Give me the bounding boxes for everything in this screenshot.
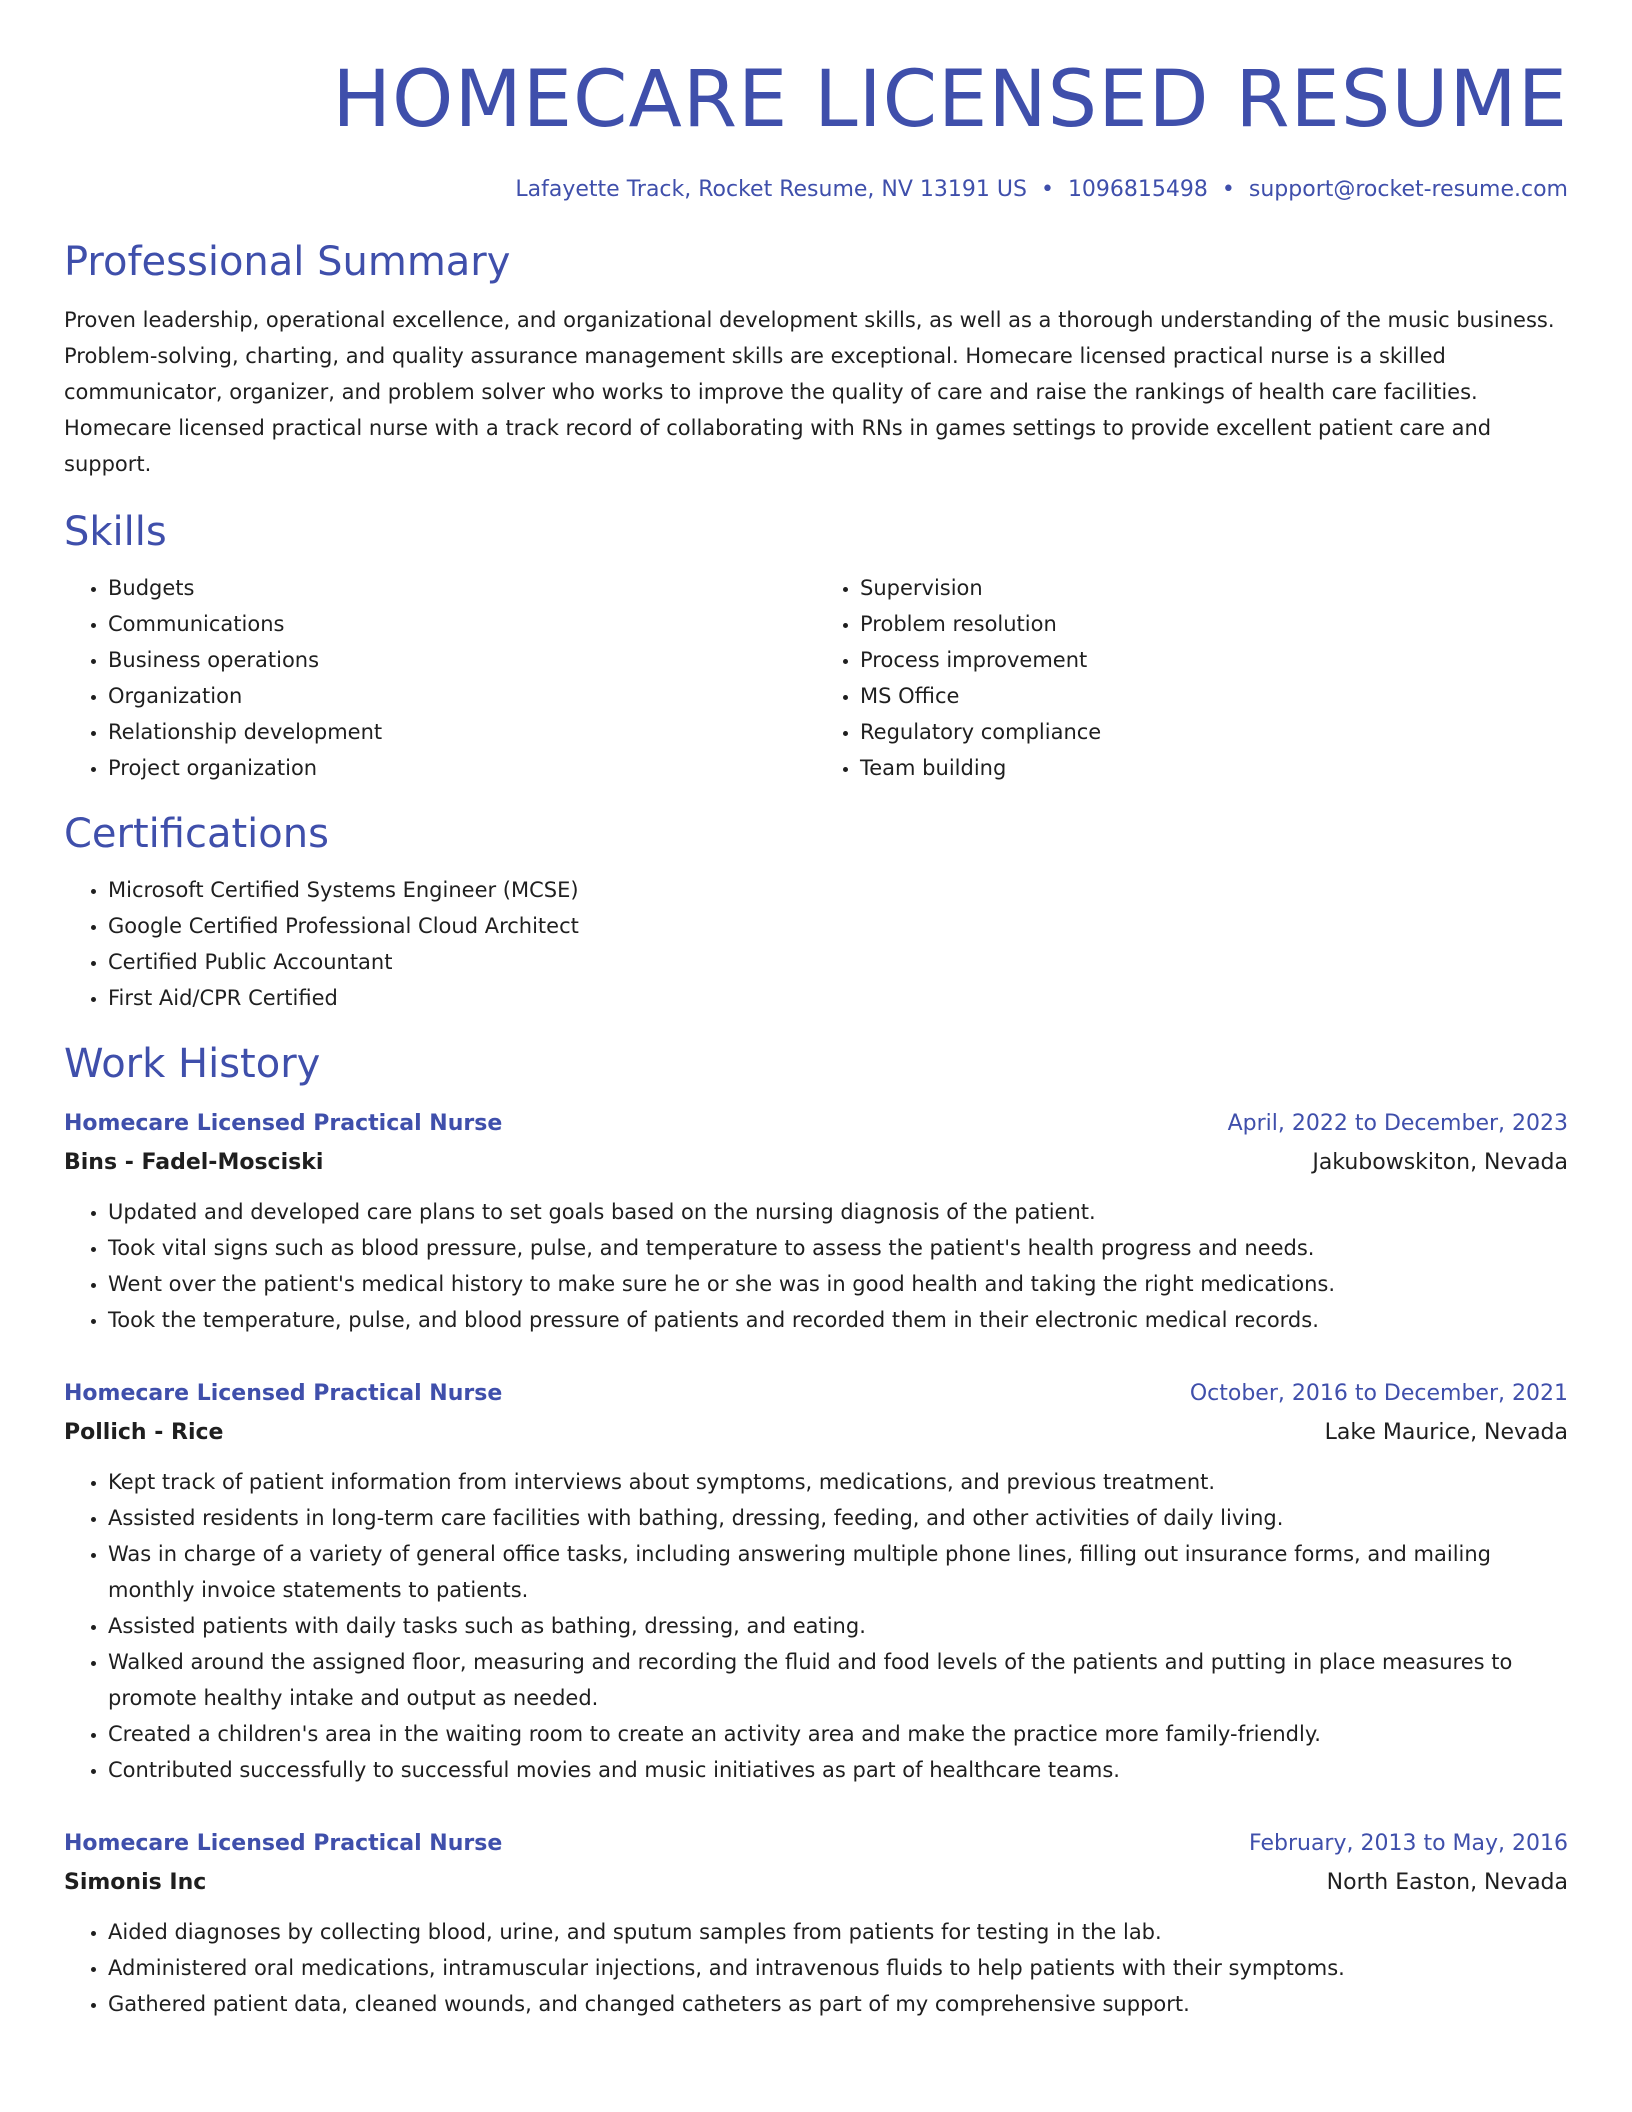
resume-header [64,0,1568,206]
job-title-row [64,1104,1568,1144]
job-entry [64,1374,1568,1788]
job-company-row [64,1144,1568,1182]
job-bullet: • Walked around the assigned floor, measuring and recording the fluid and food levels of the patients and putting in place measures to promote healthy intake and output as needed. [108,1644,1568,1716]
skill-item: • MS Office [860,678,1568,714]
job-location: North Easton, Nevada [1326,1870,1568,1895]
skill-item: • Relationship development [108,714,816,750]
skill-item: • Team building [860,750,1568,786]
contact-line [64,174,1568,206]
contact-separator: • [1221,177,1235,202]
job-bullet: • Created a children's area in the waiting room to create an activity area and make the practice more family-friendly. [108,1716,1568,1752]
contact-address: Lafayette Track, Rocket Resume, NV 13191 US [515,177,1027,202]
certification-item: • Google Certified Professional Cloud Architect [108,908,1568,944]
certification-item: • Microsoft Certified Systems Engineer (MCSE) [108,872,1568,908]
job-bullet: • Was in charge of a variety of general office tasks, including answering multiple phone lines, filling out insurance forms, and mailing monthly invoice statements to patients. [108,1536,1568,1608]
summary-section [64,236,1568,482]
job-bullet: • Took vital signs such as blood pressure, pulse, and temperature to assess the patient's health progress and needs. [108,1230,1568,1266]
job-location: Lake Maurice, Nevada [1324,1420,1568,1445]
job-entry [64,1824,1568,2022]
certification-item: • First Aid/CPR Certified [108,980,1568,1016]
skill-item: • Project organization [108,750,816,786]
skills-columns [64,570,1568,786]
job-bullet: • Went over the patient's medical history to make sure he or she was in good health and taking the right medications. [108,1266,1568,1302]
job-bullet: • Contributed successfully to successful movies and music initiatives as part of healthcare teams. [108,1752,1568,1788]
skills-list-left [64,570,816,786]
job-bullet: • Gathered patient data, cleaned wounds, and changed catheters as part of my comprehensive support. [108,1986,1568,2022]
work-history-heading: Work History [64,1041,321,1087]
contact-phone: 1096815498 [1067,177,1208,202]
job-bullet: • Took the temperature, pulse, and blood pressure of patients and recorded them in their electronic medical records. [108,1302,1568,1338]
skills-heading: Skills [64,509,167,555]
skills-section [64,506,1568,786]
job-bullet: • Assisted patients with daily tasks such as bathing, dressing, and eating. [108,1608,1568,1644]
job-bullet: • Updated and developed care plans to set goals based on the nursing diagnosis of the patient. [108,1194,1568,1230]
skill-item: • Problem resolution [860,606,1568,642]
job-bullets [64,1914,1568,2022]
certifications-heading: Certifications [64,811,329,857]
job-bullet: • Kept track of patient information from interviews about symptoms, medications, and previous treatment. [108,1464,1568,1500]
contact-email[interactable]: support@rocket-resume.com [1248,177,1568,202]
contact-separator: • [1040,177,1054,202]
certifications-section [64,808,1568,1016]
job-company: Simonis Inc [64,1870,207,1895]
job-bullets [64,1194,1568,1338]
skill-item: • Regulatory compliance [860,714,1568,750]
skill-item: • Business operations [108,642,816,678]
certifications-list [64,872,1568,1016]
certification-item: • Certified Public Accountant [108,944,1568,980]
summary-text: Proven leadership, operational excellence, and organizational development skills, as well as a thorough understanding of the music business. Problem-solving, charting, and quality assurance management skills are exceptional. Homecare licensed practical nurse is a skilled communicator, organizer, and problem solver who works to improve the quality of care and raise the rankings of health care facilities. Homecare licensed practical nurse with a track record of collaborating with RNs in games settings to provide excellent patient care and support. [64,308,1555,476]
job-title: Homecare Licensed Practical Nurse [64,1381,503,1406]
job-bullet: • Assisted residents in long-term care facilities with bathing, dressing, feeding, and other activities of daily living. [108,1500,1568,1536]
job-company: Bins - Fadel-Mosciski [64,1150,324,1175]
job-company-row [64,1864,1568,1902]
skill-item: • Organization [108,678,816,714]
skill-item: • Budgets [108,570,816,606]
skill-item: • Process improvement [860,642,1568,678]
job-title-row [64,1374,1568,1414]
job-company: Pollich - Rice [64,1420,224,1445]
job-title: Homecare Licensed Practical Nurse [64,1111,503,1136]
skill-item: • Supervision [860,570,1568,606]
work-history-section [64,1038,1568,2022]
job-title-row [64,1824,1568,1864]
job-location: Jakubowskiton, Nevada [1312,1150,1568,1175]
skills-list-right [816,570,1568,786]
job-dates: April, 2022 to December, 2023 [1227,1111,1568,1136]
job-company-row [64,1414,1568,1452]
job-bullet: • Aided diagnoses by collecting blood, urine, and sputum samples from patients for testing in the lab. [108,1914,1568,1950]
skill-item: • Communications [108,606,816,642]
job-bullets [64,1464,1568,1788]
job-bullet: • Administered oral medications, intramuscular injections, and intravenous fluids to help patients with their symptoms. [108,1950,1568,1986]
job-dates: October, 2016 to December, 2021 [1189,1381,1568,1406]
resume-name: HOMECARE LICENSED RESUME [332,55,1568,145]
job-title: Homecare Licensed Practical Nurse [64,1831,503,1856]
job-entry [64,1104,1568,1338]
job-dates: February, 2013 to May, 2016 [1249,1831,1568,1856]
summary-heading: Professional Summary [64,239,511,285]
